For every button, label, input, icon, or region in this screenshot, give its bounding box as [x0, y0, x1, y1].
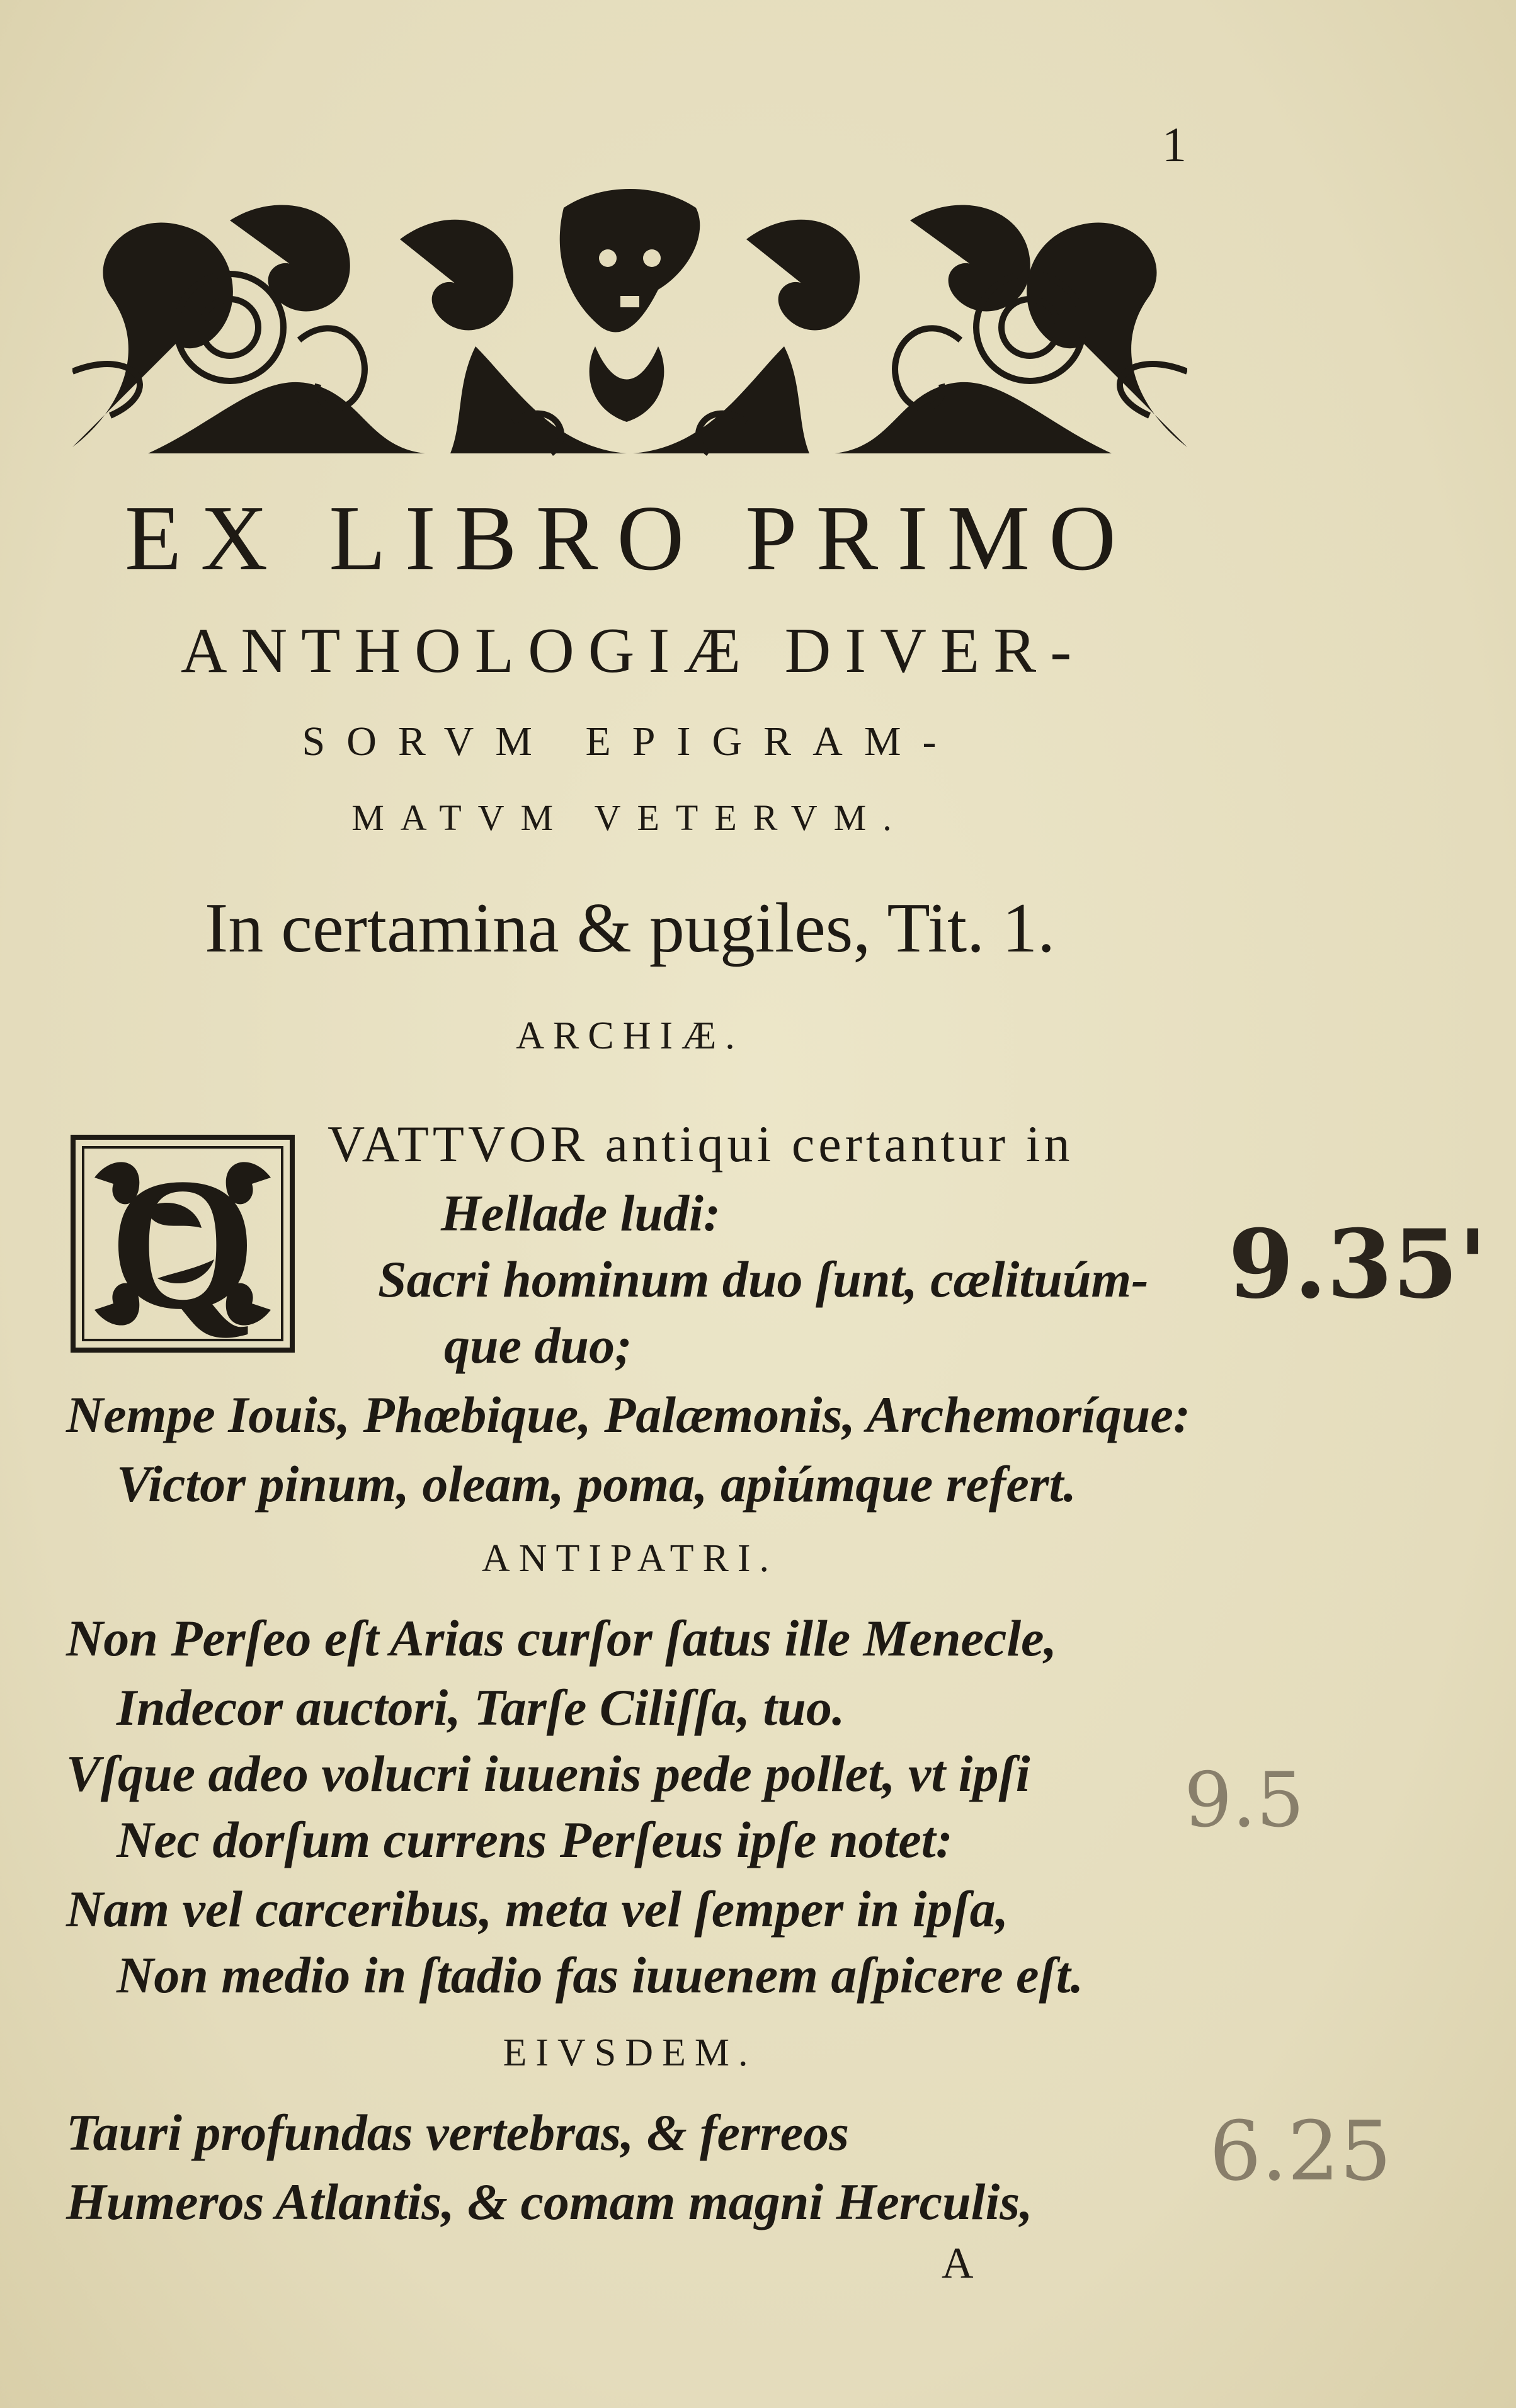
- verse-line: Nec dorſum currens Perſeus ipſe notet:: [117, 1811, 953, 1868]
- drop-cap: [69, 1133, 296, 1354]
- verse-line: Vſque adeo volucri iuuenis pede pollet, vt ipſi: [66, 1745, 1030, 1802]
- verse-line: que duo;: [444, 1317, 632, 1374]
- verse-line: Non medio in ſtadio fas iuuenem aſpicere eſt.: [117, 1946, 1084, 2004]
- signature-mark: A: [942, 2239, 974, 2288]
- verse-line: Victor pinum, oleam, poma, apiúmque refert.: [117, 1455, 1076, 1513]
- heading-line-3: SORVM EPIGRAM-: [302, 718, 958, 764]
- page-number: 1: [1162, 117, 1187, 172]
- verse-line: Sacri hominum duo ſunt, cælituúm-: [378, 1251, 1149, 1308]
- heading-line-1: EX LIBRO PRIMO: [124, 487, 1136, 590]
- heading-line-2: ANTHOLOGIÆ DIVER-: [180, 615, 1086, 686]
- heading-line-4: MATVM VETERVM.: [351, 797, 908, 838]
- epigram-author: ANTIPATRI.: [481, 1537, 778, 1580]
- margin-annotation: 9.35': [1228, 1209, 1488, 1320]
- epigram-author: ARCHIÆ.: [516, 1014, 744, 1057]
- verse-line: Indecor auctori, Tarſe Ciliſſa, tuo.: [117, 1679, 845, 1736]
- epigram-author: EIVSDEM.: [503, 2031, 757, 2074]
- verse-line: Tauri profundas vertebras, & ferreos: [66, 2104, 850, 2161]
- verse-line: Hellade ludi:: [441, 1184, 721, 1242]
- ornamental-headpiece: [72, 183, 1187, 460]
- margin-annotation: 6.25: [1209, 2103, 1392, 2199]
- margin-annotation: 9.5: [1184, 1757, 1304, 1844]
- verse-line: VATTVOR antiqui certantur in: [328, 1115, 1074, 1173]
- verse-line: Non Perſeo eſt Arias curſor ſatus ille Menecle,: [66, 1610, 1057, 1667]
- verse-line: Nam vel carceribus, meta vel ſemper in ipſa,: [66, 1880, 1009, 1938]
- verse-line: Humeros Atlantis, & comam magni Herculis,: [66, 2173, 1033, 2230]
- drop-cap-letter: Q: [109, 1139, 256, 1348]
- verse-line: Nempe Iouis, Phœbique, Palæmonis, Archemoríque:: [66, 1386, 1191, 1443]
- section-title: In certamina & pugiles, Tit. 1.: [204, 889, 1056, 967]
